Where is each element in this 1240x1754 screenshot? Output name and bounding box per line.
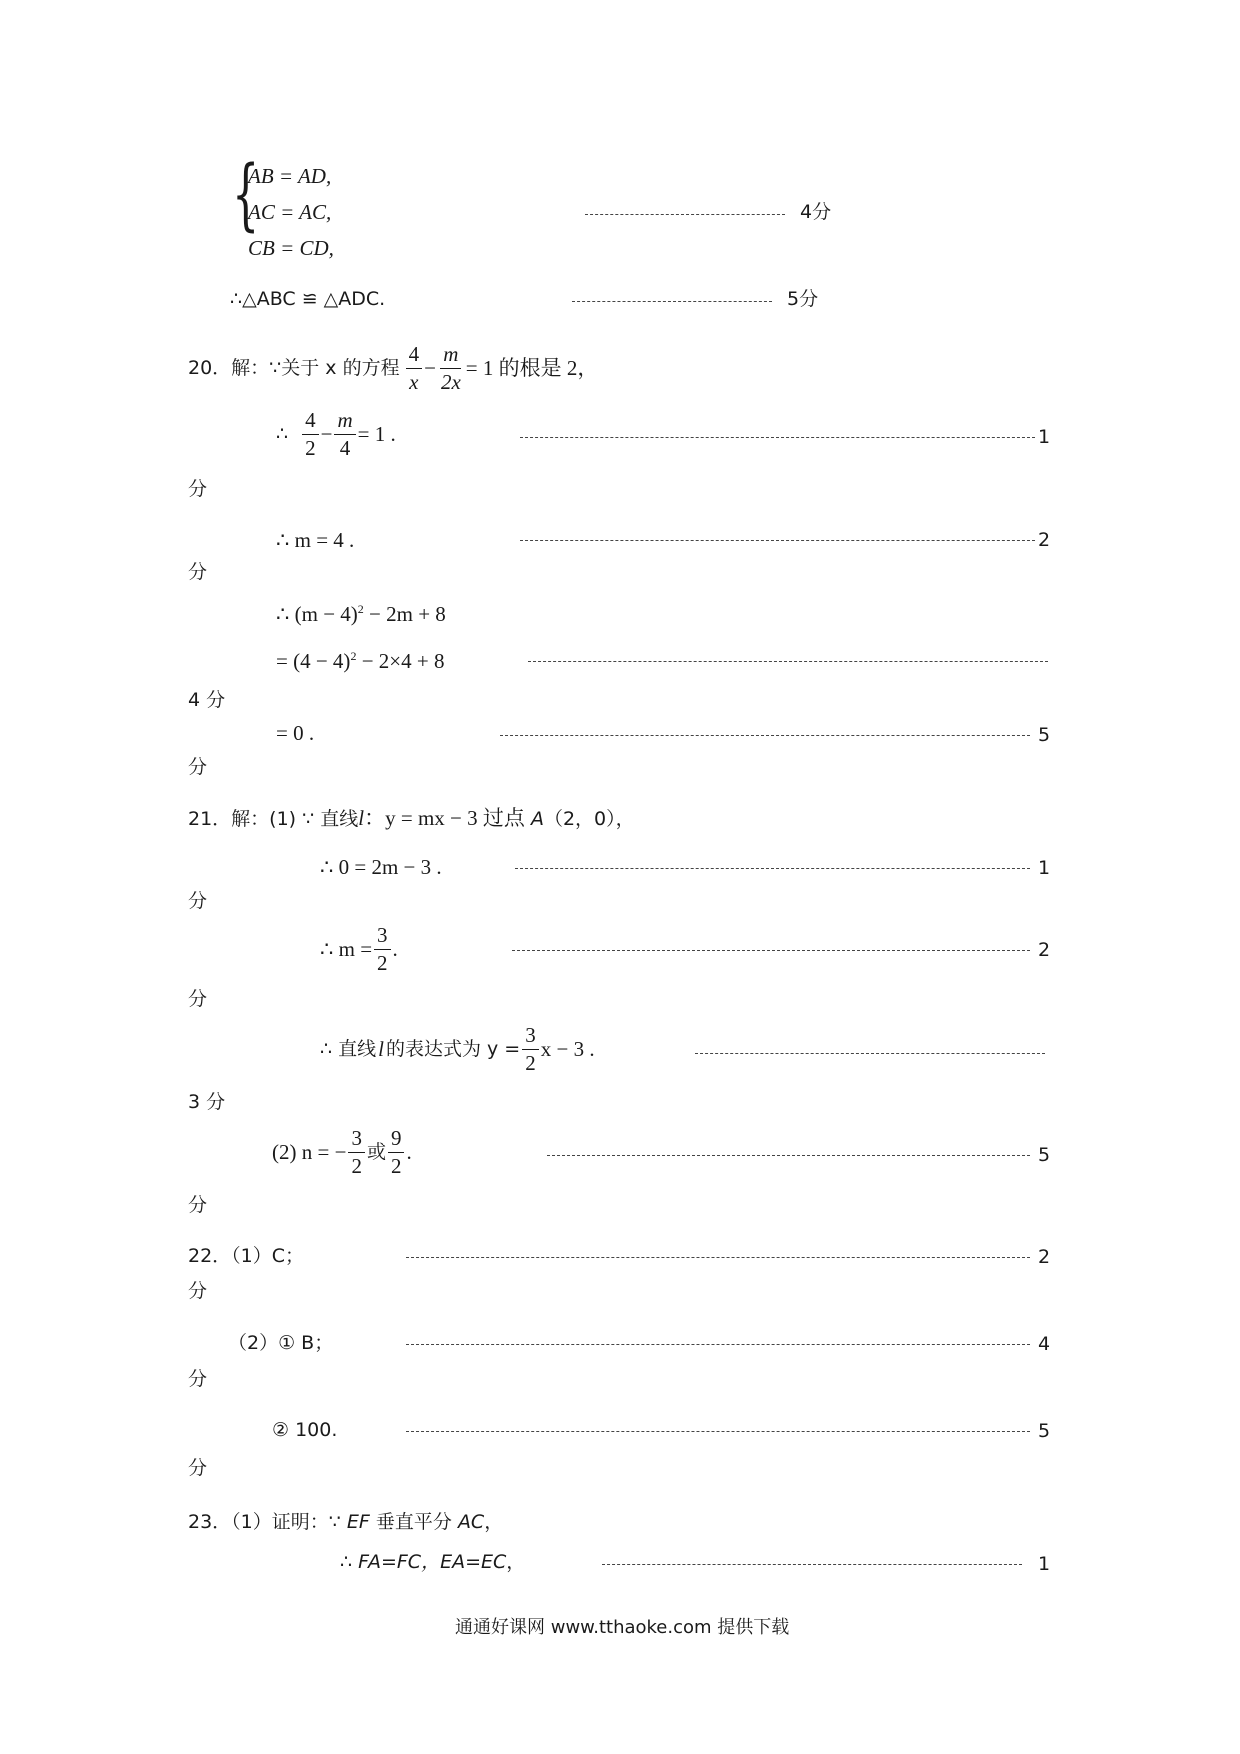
q22-part1: 22．（1）C； <box>188 1245 305 1267</box>
expression: = (4 − 4) <box>276 649 351 673</box>
fraction <box>334 410 355 459</box>
point-symbol: A <box>530 808 544 830</box>
score-number: 1 <box>1038 426 1051 448</box>
score-label: 4 分 <box>188 689 226 711</box>
expression: ∴ m = <box>320 937 373 961</box>
q23-equalities: FA=FC，EA=EC <box>358 1551 507 1573</box>
exponent: 2 <box>357 602 364 616</box>
q23-text: 垂直平分 <box>369 1511 458 1533</box>
expression-tail: . <box>406 1140 412 1164</box>
expression-tail: − 2m + 8 <box>363 602 446 626</box>
line-symbol: l <box>378 1037 384 1061</box>
q23-text: ， <box>506 1551 526 1573</box>
minus-sign: − <box>320 422 333 446</box>
q20-step1 <box>276 410 396 459</box>
q21-step1: ∴ 0 = 2m − 3 . <box>320 855 442 879</box>
score-leader <box>520 540 1035 541</box>
q21-step2 <box>320 925 398 974</box>
q21-step3 <box>320 1025 595 1074</box>
score-unit: 分 <box>188 1194 208 1216</box>
score-unit: 分 <box>188 1368 208 1390</box>
fraction-denominator: x <box>409 370 419 394</box>
score-leader <box>520 437 1035 438</box>
fraction-numerator: m <box>334 410 355 435</box>
fraction-numerator: 4 <box>302 410 319 435</box>
score-number: 4 <box>1038 1333 1051 1355</box>
q22-part2: （2）① B； <box>228 1332 334 1354</box>
q21-header-a: 21．解：(1) ∵ 直线 <box>188 808 359 830</box>
score-leader <box>406 1344 1030 1345</box>
fraction-denominator: 2 <box>390 1154 402 1178</box>
q20-header-tail: = 1 的根是 2， <box>465 356 599 380</box>
equation-cb-cd: CB = CD, <box>248 236 334 260</box>
therefore-symbol: ∴ <box>276 423 289 445</box>
fraction <box>388 1128 405 1177</box>
score-leader <box>602 1564 1022 1565</box>
congruence-conclusion: ∴△ABC ≌ △ADC. <box>230 288 386 310</box>
or-word: 或 <box>366 1141 386 1163</box>
line-symbol: l <box>358 806 365 830</box>
fraction-denominator: 2 <box>525 1051 536 1075</box>
minus-sign: − <box>424 356 436 380</box>
q20-step5: = 0 . <box>276 721 315 745</box>
fraction <box>302 410 319 459</box>
fraction <box>438 344 464 393</box>
fraction-denominator: 2 <box>351 1154 362 1178</box>
q21-part2 <box>272 1128 412 1177</box>
q20-step4 <box>276 650 444 672</box>
q20-header <box>188 344 598 393</box>
score-label: 3 分 <box>188 1091 226 1113</box>
fraction-numerator: 3 <box>348 1128 365 1153</box>
expression-tail: − 2×4 + 8 <box>356 649 445 673</box>
score-leader <box>515 868 1030 869</box>
expression: ∴ (m − 4) <box>276 602 358 626</box>
score-number: 2 <box>1038 1246 1051 1268</box>
score-unit: 分 <box>188 756 208 778</box>
score-number: 5 <box>1038 724 1051 746</box>
score-unit: 分 <box>188 1457 208 1479</box>
fraction <box>374 925 391 974</box>
left-brace: { <box>232 150 260 240</box>
fraction-numerator: 3 <box>522 1025 539 1050</box>
score-leader <box>572 301 772 302</box>
score-leader <box>695 1053 1045 1054</box>
score-label: 4分 <box>800 201 832 223</box>
score-number: 1 <box>1038 857 1051 879</box>
fraction <box>522 1025 539 1074</box>
score-number: 5 <box>1038 1144 1051 1166</box>
score-leader <box>406 1431 1030 1432</box>
q23-text: ， <box>484 1511 504 1533</box>
score-number: 5 <box>1038 1420 1051 1442</box>
score-number: 2 <box>1038 939 1051 961</box>
q23-step1 <box>340 1553 525 1572</box>
score-unit: 分 <box>188 478 208 500</box>
score-leader <box>585 214 785 215</box>
score-unit: 分 <box>188 890 208 912</box>
equation-ac-ac: AC = AC, <box>248 200 332 224</box>
q21-header-b: ：y = mx − 3 过点 <box>364 806 525 830</box>
equation-tail: = 1 . <box>357 422 396 446</box>
score-leader <box>547 1155 1030 1156</box>
score-leader <box>512 950 1030 951</box>
fraction <box>348 1128 365 1177</box>
fraction-numerator: 4 <box>406 344 423 369</box>
exponent: 2 <box>350 649 357 663</box>
q22-part2-b: ② 100. <box>272 1419 338 1441</box>
score-unit: 分 <box>188 988 208 1010</box>
q23-segment-ac: AC <box>457 1511 485 1533</box>
score-leader <box>406 1257 1030 1258</box>
score-number: 1 <box>1038 1553 1051 1575</box>
fraction-numerator: m <box>440 344 461 369</box>
expression-mid: 的表达式为 y = <box>385 1038 521 1060</box>
score-number: 2 <box>1038 529 1051 551</box>
score-leader <box>500 735 1030 736</box>
q23-text: 23．（1）证明：∵ <box>188 1511 347 1533</box>
score-unit: 分 <box>188 1280 208 1302</box>
equation-ab-ad: AB = AD, <box>248 164 332 188</box>
q23-part1 <box>188 1513 503 1532</box>
score-label: 5分 <box>787 288 819 310</box>
expression: ∴ 直线 <box>320 1038 377 1060</box>
fraction-denominator: 4 <box>339 436 351 460</box>
fraction <box>406 344 423 393</box>
q21-header-c: （2，0）， <box>543 808 635 830</box>
fraction-denominator: 2 <box>377 951 388 975</box>
fraction-denominator: 2x <box>440 370 461 394</box>
score-leader <box>528 661 1048 662</box>
q23-text: ∴ <box>340 1551 359 1573</box>
fraction-denominator: 2 <box>305 436 316 460</box>
fraction-numerator: 3 <box>374 925 391 950</box>
score-unit: 分 <box>188 561 208 583</box>
q20-header-text: 20．解：∵关于 x 的方程 <box>188 357 400 379</box>
q20-step3 <box>276 603 446 625</box>
q20-step2: ∴ m = 4 . <box>276 528 355 552</box>
expression-tail: x − 3 . <box>540 1037 595 1061</box>
q23-segment-ef: EF <box>346 1511 370 1533</box>
q21-header <box>188 808 635 829</box>
page-footer: 通通好课网 www.tthaoke.com 提供下载 <box>455 1617 790 1638</box>
expression: (2) n = − <box>272 1140 347 1164</box>
expression-tail: . <box>392 937 398 961</box>
fraction-numerator: 9 <box>388 1128 405 1153</box>
